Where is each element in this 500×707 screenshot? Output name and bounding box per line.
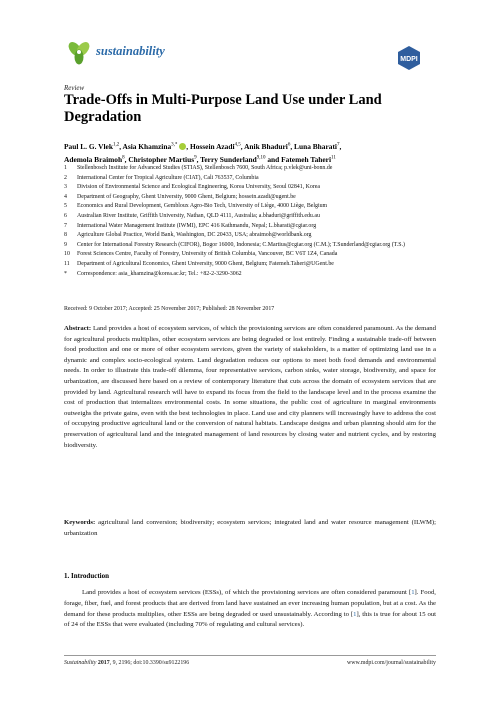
affiliation-text: Department of Agricultural Economics, Ghent University, 9000 Ghent, Belgium; Fatemeh.Taheri@UGent.be bbox=[77, 260, 334, 267]
keywords bbox=[64, 518, 436, 539]
affiliation-text: Correspondence: asia_khamzina@korea.ac.kr; Tel.: +82-2-3290-3062 bbox=[77, 270, 242, 277]
author-separator: , bbox=[339, 142, 342, 152]
affiliation-item bbox=[64, 202, 444, 212]
affiliation-number: 6 bbox=[64, 212, 67, 219]
citation-link[interactable]: 1 bbox=[353, 610, 357, 618]
author-separator: , bbox=[119, 142, 123, 152]
affiliation-number: * bbox=[64, 270, 67, 277]
introduction-paragraph bbox=[64, 588, 436, 631]
author bbox=[190, 142, 244, 151]
author-separator: , bbox=[196, 154, 201, 164]
author-name: Fatemeh Taheri bbox=[281, 154, 332, 164]
author bbox=[64, 155, 128, 164]
sustainability-logo-icon bbox=[66, 40, 92, 66]
affiliation-item bbox=[64, 212, 444, 222]
author-affiliation-mark: 4,5 bbox=[234, 143, 241, 148]
author bbox=[294, 142, 341, 151]
affiliation-number: 1 bbox=[64, 165, 67, 171]
section-heading-introduction: 1. Introduction bbox=[64, 572, 109, 580]
affiliation-text: International Water Management Institute (IWMI), EPC 416 Kathmandu, Nepal; L.bharati@cgiar.org bbox=[77, 222, 317, 229]
footer-journal-url[interactable]: www.mdpi.com/journal/sustainability bbox=[347, 660, 436, 666]
author-name: Hossein Azadi bbox=[189, 142, 235, 152]
affiliation-text: Center for International Forestry Research (CIFOR), Bogor 16000, Indonesia; C.Martius@cgiar.org (C.M.); T.Sunderland@cgiar.org (T.S.) bbox=[77, 241, 406, 248]
author-name: Terry Sunderland bbox=[200, 154, 257, 164]
keywords-text: agricultural land conversion; biodiversity; ecosystem services; integrated land and water resource management (ILWM); urbanization bbox=[64, 519, 437, 537]
author-affiliation-mark: 9 bbox=[194, 155, 197, 161]
intro-text-part: Land provides a host of ecosystem services (ESSs), of which the provisioning services are often considered paramount [ bbox=[82, 589, 412, 596]
footer-volume-doi: , 9, 2196; doi:10.3390/su9122196 bbox=[109, 660, 190, 666]
author-affiliation-mark: 3,* bbox=[171, 143, 178, 148]
author bbox=[200, 155, 281, 164]
affiliation-item bbox=[64, 250, 444, 260]
affiliation-text: Australian River Institute, Griffith University, Nathan, QLD 4111, Australia; a.bhaduri@griffith.edu.au bbox=[77, 212, 320, 219]
affiliation-number: 11 bbox=[64, 260, 70, 267]
author-name: Asia Khamzina bbox=[122, 142, 172, 152]
affiliation-number: 4 bbox=[64, 193, 67, 200]
affiliations-list bbox=[64, 164, 444, 279]
abstract-text: Land provides a host of ecosystem services, of which the provisioning services are often considered paramount. As the demand for agricultural products multiplies, other ecosystem services are being degraded or lost entirely. Finding a sustainable trade-off between food production and one or more of other ecosystem services, given the variety of stakeholders, is a matter of optimizing land use in a dynamic and complex socio-ecological system. Land degradation reduces our options to meet both food demands and environmental needs. In order to illustrate this trade-off dilemma, four representative services, carbon sinks, water storage, biodiversity, and space for urbanization, are discussed here based on a review of contemporary literature that cuts across the domain of ecosystem services that are provided by land. Agricultural research will have to expand its focus from the field to the landscape level and in the process examine the cost of production that internalizes environmental costs. In some situations, the public cost of agriculture in marginal environments outweighs the private gains, even with the best technologies in place. Land use and city planners will increasingly have to address the cost of occupying productive agricultural land or the conversion of natural habitats. Landscape designs and urban planning should aim for the preservation of agricultural land and the integrated management of land resources by closing water and nutrient cycles, and by restoring biodiversity. bbox=[64, 325, 436, 449]
author-list bbox=[64, 140, 434, 165]
affiliation-item bbox=[64, 164, 444, 174]
author-affiliation-mark: 6 bbox=[287, 143, 291, 148]
author-name: Luna Bharati bbox=[294, 142, 337, 152]
publication-dates: Received: 9 October 2017; Accepted: 25 November 2017; Published: 28 November 2017 bbox=[64, 306, 275, 312]
intro-text-part: ]. Food, forage, fiber, fuel, and forest products that are derived from land have sustained an ever increasing human population, but at a cost. As the demand for these products multiplies, other ESSs are being degraded or used unsustainably. According to [ bbox=[64, 589, 436, 618]
affiliation-item bbox=[64, 260, 444, 270]
paper-title: Trade-Offs in Multi-Purpose Land Use under Land Degradation bbox=[64, 92, 382, 125]
affiliation-item bbox=[64, 241, 444, 251]
footer-journal: Sustainability bbox=[64, 660, 97, 666]
keywords-label: Keywords: bbox=[64, 519, 96, 526]
affiliation-text: Division of Environmental Science and Ecological Engineering, Korea University, Seoul 02841, Korea bbox=[77, 184, 321, 191]
journal-name: sustainability bbox=[96, 44, 165, 58]
author-separator: , bbox=[186, 142, 190, 152]
author-name: Christopher Martius bbox=[128, 154, 195, 164]
affiliation-number: 5 bbox=[64, 203, 67, 210]
author-affiliation-mark: 1,2 bbox=[112, 143, 120, 148]
affiliation-number: 2 bbox=[64, 174, 67, 181]
author-affiliation-mark: 7 bbox=[336, 143, 340, 148]
author bbox=[281, 155, 336, 164]
affiliation-number: 8 bbox=[64, 232, 67, 239]
affiliation-item bbox=[64, 193, 444, 203]
mdpi-logo-icon bbox=[396, 45, 422, 71]
affiliation-number: 9 bbox=[64, 241, 67, 248]
author-separator: , bbox=[124, 154, 129, 164]
author-name: Paul L. G. Vlek bbox=[64, 142, 113, 152]
affiliation-item bbox=[64, 231, 444, 241]
author-affiliation-mark: 8 bbox=[122, 155, 125, 161]
citation-link[interactable]: 1 bbox=[411, 589, 415, 596]
affiliation-item bbox=[64, 222, 444, 232]
affiliation-text: Stellenbosch Institute for Advanced Studies (STIAS), Stellenbosch 7600, South Africa; p.vlek@uni-bonn.de bbox=[77, 165, 333, 171]
affiliation-item bbox=[64, 183, 444, 193]
affiliation-number: 10 bbox=[64, 251, 70, 258]
author-affiliation-mark: 9,10 bbox=[256, 155, 266, 161]
author-separator: and bbox=[265, 154, 282, 164]
intro-text-part: ], this is true for about 15 out of 24 of the ESSs that were evaluated (including 70% of regulating and cultural services). bbox=[64, 610, 436, 629]
affiliation-item bbox=[64, 174, 444, 184]
author-affiliation-mark: 11 bbox=[331, 155, 336, 161]
author-name: Anik Bhaduri bbox=[244, 142, 288, 152]
author bbox=[123, 142, 190, 151]
author bbox=[64, 142, 123, 151]
abstract-label: Abstract: bbox=[64, 325, 92, 332]
affiliation-item bbox=[64, 270, 444, 280]
affiliation-text: Agriculture Global Practice, World Bank, Washington, DC 20433, USA; abraimoh@worldbank.org bbox=[77, 232, 312, 239]
footer-citation bbox=[64, 660, 189, 666]
mdpi-logo-text: MDPI bbox=[400, 56, 418, 63]
author bbox=[244, 142, 294, 151]
affiliation-text: Economics and Rural Development, Gembloux Agro-Bio Tech, University of Liège, 4000 Liège, Belgium bbox=[77, 203, 328, 210]
footer-year: 2017 bbox=[97, 660, 110, 666]
affiliation-number: 7 bbox=[64, 222, 67, 229]
affiliation-number: 3 bbox=[64, 184, 67, 191]
author-separator: , bbox=[290, 142, 295, 152]
author bbox=[128, 155, 200, 164]
affiliation-text: Forest Sciences Centre, Faculty of Forestry, University of British Columbia, Vancouver, BC V6T 1Z4, Canada bbox=[77, 251, 338, 258]
article-type: Review bbox=[64, 84, 85, 92]
affiliation-text: International Center for Tropical Agriculture (CIAT), Cali 763537, Columbia bbox=[77, 174, 259, 181]
author-name: Ademola Braimoh bbox=[64, 154, 123, 164]
affiliation-text: Department of Geography, Ghent University, 9000 Ghent, Belgium; hossein.azadi@ugent.be bbox=[77, 193, 296, 200]
footer-divider bbox=[64, 655, 436, 656]
author-separator: , bbox=[240, 142, 245, 152]
abstract bbox=[64, 324, 436, 451]
